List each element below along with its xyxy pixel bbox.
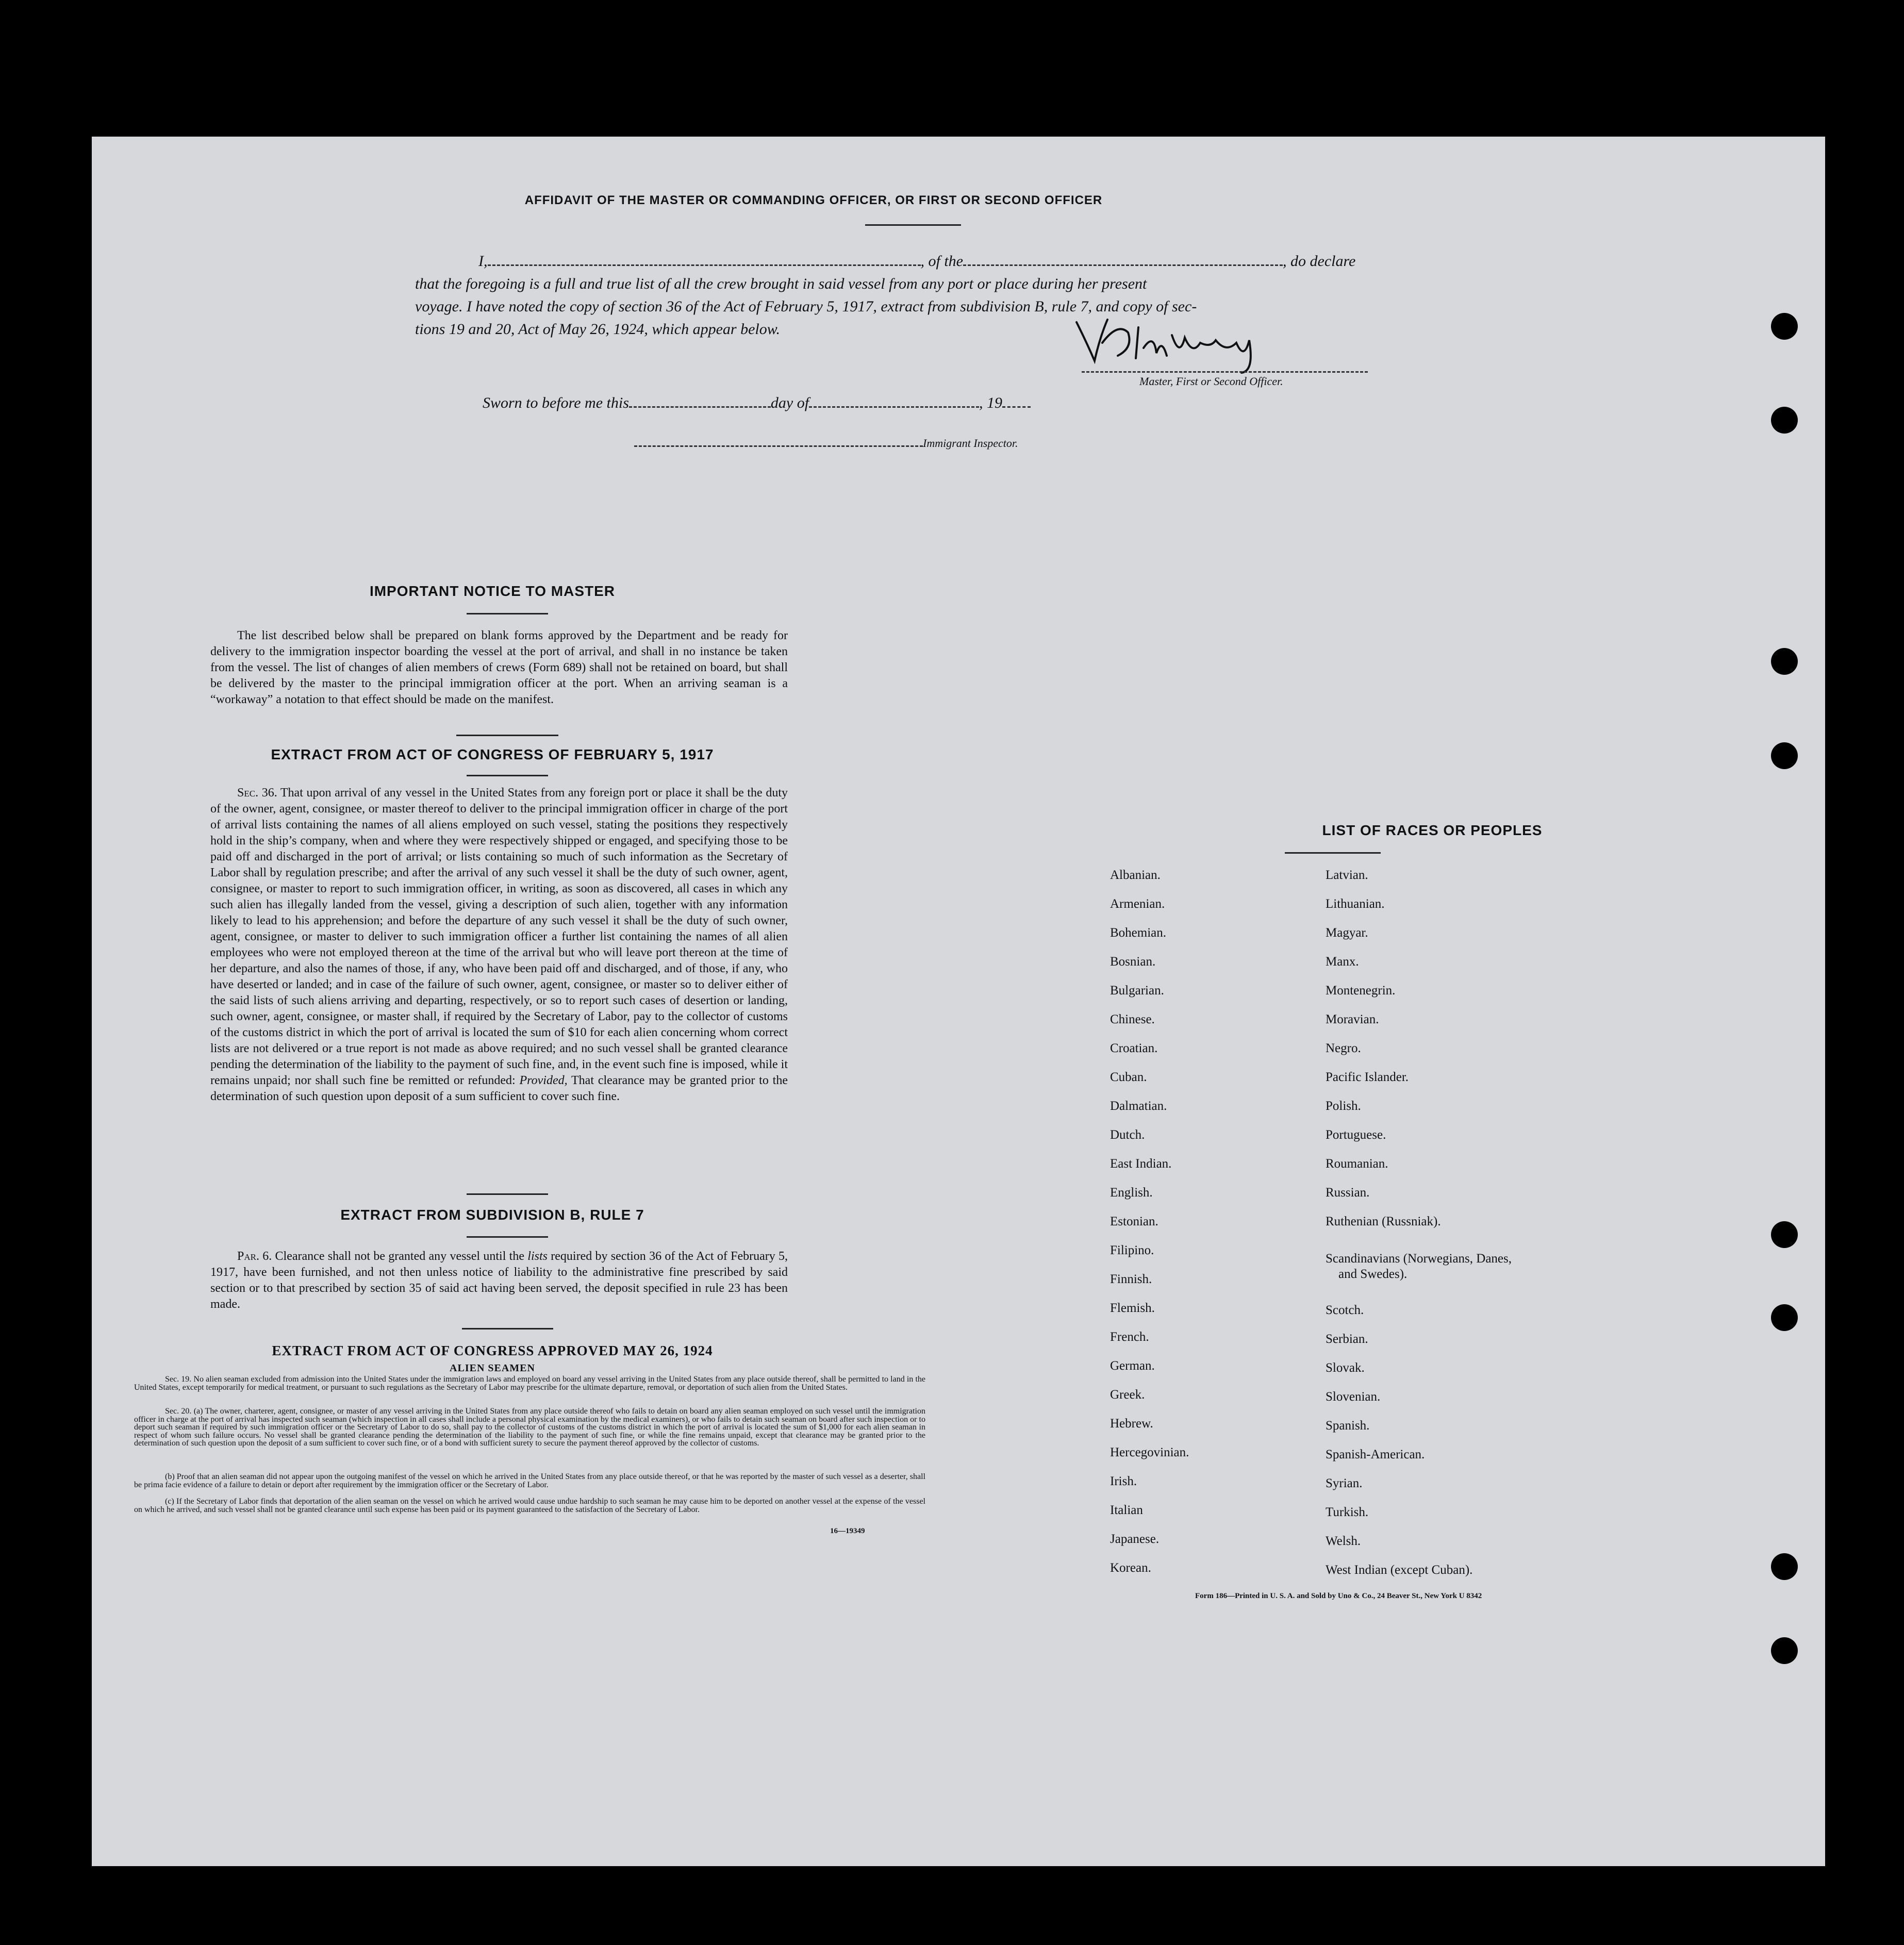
race-item: Magyar. [1326, 926, 1368, 940]
rule7-top-divider [467, 1193, 548, 1195]
race-item: Moravian. [1326, 1012, 1379, 1026]
vessel-blank [963, 264, 1283, 266]
sec-36-text: That upon arrival of any vessel in the United States from any foreign port or place it shall be the duty of the owner, agent, consignee, or master thereof to deliver to the principal immigration officer in charge of the port of arrival lists containing the names of all aliens employed on such vessel, stating the positions they respectively hold in the ship’s company, when and where they were respectively shipped or engaged, and specifying those to be paid off and discharged in the port of arrival; or lists containing so much of such information as the Secretary of Labor shall by regulation prescribe; and after the arrival of any such vessel it shall be the duty of such owner, agent, consignee, or master to report to such immigration officer, in writing, as soon as discovered, all cases in which any such alien has illegally landed from the vessel, giving a description of such alien, together with any information likely to lead to his apprehension; and before the departure of any such vessel it shall be the duty of such owner, agent, consignee, or master to deliver to such immigration officer a further list containing the names of all alien employees who were not employed thereon at the time of the arrival but who will leave port thereon at the time of her departure, and also the names of those, if any, who have been paid off and discharged, and of those, if any, who have deserted or landed; and in case of the failure of such owner, agent, consignee, or master so to deliver either of the said lists of such aliens arriving and departing, respectively, or so to report such cases of desertion or landing, such owner, agent, consignee, or master shall, if required by the Secretary of Labor, pay to the collector of customs of the customs district in which the port of arrival is located the sum of $10 for each alien concerning whom correct lists are not delivered or a true report is not made as above required; and no such vessel shall be granted clearance pending the determination of the liability to the payment of such fine, and, in the event such fine is imposed, while it remains unpaid; nor shall such fine be remitted or refunded: [210, 786, 788, 1087]
month-blank [809, 406, 979, 408]
race-item: West Indian (except Cuban). [1326, 1563, 1473, 1577]
race-item: Japanese. [1110, 1532, 1160, 1546]
sec-36-label: Sec. 36. [237, 786, 277, 800]
title-divider [865, 224, 961, 226]
master-signature [1071, 312, 1293, 374]
notice-divider [467, 613, 548, 614]
sec-20a-text: Sec. 20. (a) The owner, charterer, agent, consignee, or master of any vessel arriving in the United States from any place outside thereof who fails to detain on board any alien seaman employed on such vessel until the immigration officer in charge at the port of arrival has inspected such seaman (which inspection in all cases shall include a personal physical examination by the medical examiners), or who fails to detain such seaman on board after such inspection or to deport such seaman if required by such immigration officer or the Secretary of Labor to do so, shall pay to the collector of customs of the customs district in which the port of arrival is located the sum of $1,000 for each alien seaman in respect of whom such failure occurs. No vessel shall be granted clearance pending the determination of the liability to the payment of such fine, or while the fine remains unpaid, except that clearance may be granted prior to the determination of such question upon the deposit of a sum sufficient to cover such fine, or of a bond with sufficient surety to secure the payment thereof approved by the collector of customs. [134, 1407, 925, 1448]
year-label: , 19 [979, 394, 1003, 411]
inspector-line [634, 437, 1047, 450]
par-6-label: Par. 6. [237, 1250, 272, 1263]
race-item: Chinese. [1110, 1012, 1155, 1026]
signature-line [1082, 371, 1368, 373]
affidavit-i-label: I, [478, 253, 488, 270]
notice-title: IMPORTANT NOTICE TO MASTER [369, 583, 616, 599]
race-item: Turkish. [1326, 1505, 1369, 1519]
race-item: Hebrew. [1110, 1417, 1153, 1431]
punch-hole [1771, 742, 1798, 769]
affidavit-line-4: tions 19 and 20, Act of May 26, 1924, which appear below. [415, 321, 781, 338]
notice-body: The list described below shall be prepared on blank forms approved by the Department and be ready for delivery to the immigration inspector boarding the vessel at the port of arrival, and shall in no instance be taken from the vessel. The list of changes of alien members of crews (Form 689) shall not be retained on board, but shall be delivered by the master to the principal immigration officer at the port. When an arriving seaman is a “workaway” a notation to that effect should be made on the manifest. [210, 629, 788, 706]
race-item: Portuguese. [1326, 1128, 1386, 1142]
affidavit-title: AFFIDAVIT OF THE MASTER OR COMMANDING OFFICER, OR FIRST OR SECOND OFFICER [524, 193, 1103, 207]
punch-hole [1771, 407, 1798, 434]
inspector-blank [634, 445, 923, 447]
race-item: Dalmatian. [1110, 1099, 1167, 1113]
extract-1917-title: EXTRACT FROM ACT OF CONGRESS OF FEBRUARY 5, 1917 [271, 746, 714, 762]
races-left-column [1110, 868, 1306, 1589]
sec-20b-text: (b) Proof that an alien seaman did not appear upon the outgoing manifest of the vessel on which he arrived in the United States from any place outside thereof, or that he was reported by the master of such vessel as a deserter, shall be prima facie evidence of a failure to detain or deport after requirement by the immigration officer or the Secretary of Labor. [134, 1472, 925, 1489]
year-blank [1002, 406, 1031, 408]
punch-hole [1771, 1553, 1798, 1580]
rule7-title: EXTRACT FROM SUBDIVISION B, RULE 7 [340, 1207, 644, 1223]
race-item: English. [1110, 1186, 1153, 1200]
par-6-text-b: required by section 36 of the Act of February 5, 1917, have been furnished, and not then unless notice of liability to the administrative fine prescribed by said section or to that prescribed by section 35 of said act having been served, the deposit specified in rule 23 has been made. [210, 1250, 788, 1311]
race-item: Dutch. [1110, 1128, 1145, 1142]
race-item: Spanish. [1326, 1419, 1370, 1433]
race-item: Cuban. [1110, 1070, 1147, 1084]
race-item: Negro. [1326, 1041, 1361, 1055]
race-item: German. [1110, 1359, 1155, 1373]
race-item: Ruthenian (Russniak). [1326, 1215, 1441, 1228]
extract-1917-top-divider [456, 735, 558, 736]
affidavit-line-1 [478, 253, 1489, 270]
race-item: Latvian. [1326, 868, 1368, 882]
provided-label: Provided, [519, 1074, 568, 1087]
race-item: Flemish. [1110, 1301, 1155, 1315]
race-item: Slovenian. [1326, 1390, 1381, 1404]
race-item: Filipino. [1110, 1243, 1154, 1257]
race-item: East Indian. [1110, 1157, 1172, 1171]
form-footnote: Form 186—Printed in U. S. A. and Sold by Uno & Co., 24 Beaver St., New York U 8342 [1195, 1592, 1482, 1600]
race-item: Korean. [1110, 1561, 1151, 1575]
sec-20c-text: (c) If the Secretary of Labor finds that deportation of the alien seaman on the vessel on which he arrived would cause undue hardship to such seaman he may cause him to be deported on another vessel at the expense of the vessel on which he arrived, and such vessel shall not be granted clearance until such expense has been paid or its payment guaranteed to the satisfaction of the Secretary of Labor. [134, 1497, 925, 1514]
punch-hole [1771, 1221, 1798, 1248]
race-item: Estonian. [1110, 1215, 1158, 1228]
race-item: Serbian. [1326, 1332, 1368, 1346]
race-item: Albanian. [1110, 868, 1161, 882]
sworn-label: Sworn to before me this [483, 394, 629, 411]
race-item: Russian. [1326, 1186, 1370, 1200]
race-item: Bohemian. [1110, 926, 1167, 940]
of-the-label: , of the [920, 253, 963, 270]
declare-label: , do declare [1283, 253, 1356, 270]
race-item: Croatian. [1110, 1041, 1158, 1055]
race-item: Finnish. [1110, 1272, 1152, 1286]
race-item: Italian [1110, 1503, 1143, 1517]
sworn-line [483, 394, 1204, 412]
lists-italic: lists [527, 1250, 548, 1263]
day-of-label: day of [770, 394, 809, 411]
race-item: Manx. [1326, 955, 1359, 969]
alien-seamen-subtitle: ALIEN SEAMEN [450, 1362, 535, 1374]
race-item: French. [1110, 1330, 1149, 1344]
race-item: Armenian. [1110, 897, 1165, 911]
print-code: 16—19349 [830, 1527, 865, 1535]
race-item: Roumanian. [1326, 1157, 1388, 1171]
extract-1924-top-divider [462, 1328, 553, 1329]
punch-hole [1771, 1637, 1798, 1664]
punch-hole [1771, 1304, 1798, 1331]
inspector-caption: Immigrant Inspector. [923, 437, 1018, 450]
extract-1924-title: EXTRACT FROM ACT OF CONGRESS APPROVED MAY 26, 1924 [272, 1343, 713, 1358]
punch-hole [1771, 648, 1798, 675]
race-item: Hercegovinian. [1110, 1445, 1189, 1459]
race-item: Pacific Islander. [1326, 1070, 1409, 1084]
punch-hole [1771, 313, 1798, 340]
races-title: LIST OF RACES OR PEOPLES [1322, 822, 1543, 838]
race-item: Welsh. [1326, 1534, 1361, 1548]
race-item: Spanish-American. [1326, 1448, 1425, 1461]
race-item: Greek. [1110, 1388, 1145, 1402]
affidavit-line-3: voyage. I have noted the copy of section 36 of the Act of February 5, 1917, extract from subdivision B, rule 7, and copy of sec- [415, 298, 1197, 315]
name-blank [488, 264, 921, 266]
race-item: Bulgarian. [1110, 984, 1164, 998]
race-item: Polish. [1326, 1099, 1361, 1113]
sec-36-tail: That clearance may be granted prior to the determination of such question upon deposit of a sum sufficient to cover such fine. [210, 1074, 788, 1103]
signature-caption: Master, First or Second Officer. [1139, 375, 1283, 388]
rule7-body [210, 1249, 788, 1312]
document-page [92, 137, 1825, 1866]
races-right-column [1326, 868, 1542, 1591]
race-item: Bosnian. [1110, 955, 1156, 969]
race-item: Irish. [1110, 1474, 1137, 1488]
sec-19-text: Sec. 19. No alien seaman excluded from admission into the United States under the immigration laws and employed on board any vessel arriving in the United States from any place outside thereof, shall be permitted to land in the United States, except temporarily for medical treatment, or pursuant to such regulations as the Secretary of Labor may prescribe for the ultimate departure, removal, or deportation of such alien from the United States. [134, 1375, 925, 1392]
race-item: Montenegrin. [1326, 984, 1396, 998]
race-item: Scandinavians (Norwegians, Danes, and Swedes). [1326, 1252, 1512, 1281]
race-item: Scotch. [1326, 1303, 1364, 1317]
day-blank [629, 406, 771, 408]
extract-1917-body [210, 785, 788, 1105]
rule7-divider [467, 1236, 548, 1238]
affidavit-line-2: that the foregoing is a full and true list of all the crew brought in said vessel from any port or place during her present [415, 275, 1147, 292]
race-item: Syrian. [1326, 1476, 1363, 1490]
par-6-text-a: Clearance shall not be granted any vessel until the [275, 1250, 524, 1263]
race-item: Slovak. [1326, 1361, 1365, 1375]
race-item: Lithuanian. [1326, 897, 1385, 911]
races-divider [1285, 852, 1381, 854]
extract-1917-divider [467, 775, 548, 776]
